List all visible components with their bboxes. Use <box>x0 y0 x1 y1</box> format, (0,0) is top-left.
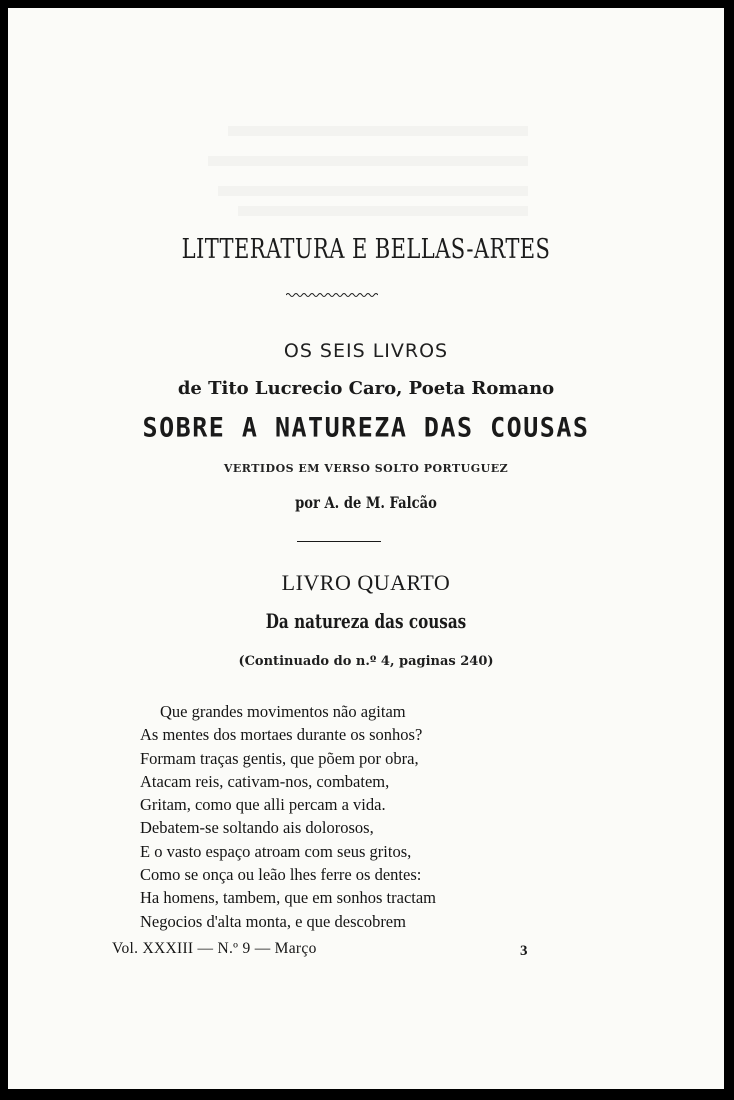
poem-body <box>140 700 520 933</box>
show-through-line <box>218 186 528 196</box>
poem-line: E o vasto espaço atroam com seus gritos, <box>140 841 412 861</box>
work-subtitle: VERTIDOS EM VERSO SOLTO PORTUGUEZ <box>223 462 509 475</box>
poem-line: Atacam reis, cativam-nos, combatem, <box>140 771 390 791</box>
show-through-line <box>228 126 528 136</box>
poem-line: Negocios d'alta monta, e que descobrem <box>140 911 406 931</box>
poem-line: Gritam, como que alli percam a vida. <box>140 795 386 815</box>
book-subheading: Da natureza das cousas <box>265 609 467 633</box>
work-author-line: de Tito Lucrecio Caro, Poeta Romano <box>177 378 555 399</box>
poem-line: Ha homens, tambem, que em sonhos tractam <box>140 888 437 908</box>
section-title: LITTERATURA E BELLAS-ARTES <box>181 234 551 265</box>
show-through-line <box>208 156 528 166</box>
document-page <box>8 8 724 1089</box>
work-kicker: OS SEIS LIVROS <box>283 340 449 362</box>
poem-line: Formam traças gentis, que põem por obra, <box>140 748 419 768</box>
poem-line: As mentes dos mortaes durante os sonhos? <box>140 725 423 745</box>
poem-line: Que grandes movimentos não agitam <box>160 702 406 721</box>
wavy-divider <box>286 292 378 298</box>
book-heading: LIVRO QUARTO <box>281 570 451 595</box>
poem-line: Debatem-se soltando ais dolorosos, <box>140 818 374 838</box>
section-divider <box>297 541 381 542</box>
show-through-line <box>238 206 528 216</box>
work-title: SOBRE A NATUREZA DAS COUSAS <box>142 411 590 444</box>
continued-note: (Continuado do n.º 4, paginas 240) <box>238 654 494 669</box>
poem-line: Como se onça ou leão lhes ferre os dentes: <box>140 865 422 885</box>
page-number: 3 <box>520 943 528 959</box>
translator-credit: por A. de M. Falcão <box>295 493 437 512</box>
volume-footer: Vol. XXXIII — N.º 9 — Março <box>112 940 317 957</box>
